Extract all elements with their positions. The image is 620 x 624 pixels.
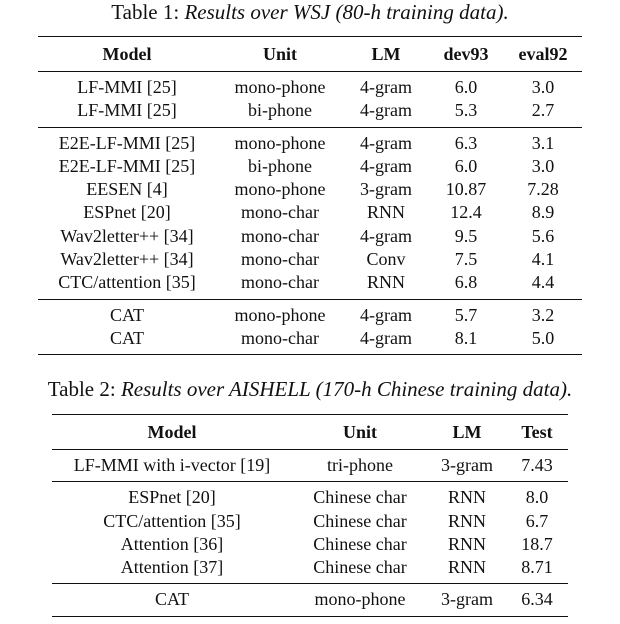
table1-cell: EESEN [4] xyxy=(86,179,168,200)
table2-row xyxy=(52,450,568,482)
table1-cell: 9.5 xyxy=(454,225,478,246)
table2-cell: 6.34 xyxy=(521,589,553,610)
table1-header: Unit xyxy=(262,44,297,64)
table1-cell: 4-gram xyxy=(360,225,412,246)
table2-row xyxy=(52,482,568,510)
table1-cell: LF-MMI [25] xyxy=(77,100,177,121)
table1-header: eval92 xyxy=(518,44,568,64)
table2 xyxy=(52,414,568,617)
table1-cell: 7.28 xyxy=(527,179,559,200)
table1-cell: 3.0 xyxy=(531,155,555,176)
table1-cell: Conv xyxy=(366,249,406,270)
table1-cell: 4-gram xyxy=(360,77,412,97)
table1-header: Model xyxy=(102,44,152,64)
table1-cell: 5.7 xyxy=(454,304,478,325)
table1-cell: 8.9 xyxy=(531,202,555,223)
table1-cell: 3.1 xyxy=(531,132,555,153)
table1-cell: 3-gram xyxy=(360,179,412,200)
table2-cell: 7.43 xyxy=(521,455,553,475)
table1-cell: 4.1 xyxy=(531,249,555,270)
table1-cell: mono-char xyxy=(241,272,319,293)
table1-header: dev93 xyxy=(443,44,489,64)
table1-cell: 8.1 xyxy=(454,327,478,348)
table1-cell: bi-phone xyxy=(248,100,312,121)
table2-cell: Attention [37] xyxy=(120,557,224,578)
table2-header-row xyxy=(52,415,568,450)
table2-cell: RNN xyxy=(447,557,486,578)
table2-header: Model xyxy=(147,422,197,442)
table2-cell: LF-MMI with i-vector [19] xyxy=(73,455,271,475)
table1-cell: 7.5 xyxy=(454,249,478,270)
table1-cell: 5.0 xyxy=(531,327,555,348)
table1-cell: mono-phone xyxy=(234,132,326,153)
table1-label: Table 1: xyxy=(111,0,180,24)
table1-cell: RNN xyxy=(366,272,405,293)
table1-cell: Wav2letter++ [34] xyxy=(60,249,194,270)
table1-cell: Wav2letter++ [34] xyxy=(60,225,194,246)
table1-cell: mono-phone xyxy=(234,77,326,97)
table1-cell: CAT xyxy=(109,327,144,348)
table1-header: LM xyxy=(371,44,401,64)
table1 xyxy=(38,36,582,355)
table2-header: Test xyxy=(521,422,553,442)
table1-cell: 4-gram xyxy=(360,132,412,153)
table2-caption xyxy=(0,377,620,401)
table2-cell: 8.0 xyxy=(525,487,549,508)
table2-cell: 8.71 xyxy=(521,557,553,578)
table1-cell: 3.0 xyxy=(531,77,555,97)
table2-cell: 3-gram xyxy=(441,589,493,610)
table1-cell: CTC/attention [35] xyxy=(58,272,196,293)
table2-cell: tri-phone xyxy=(327,455,393,475)
table2-label: Table 2: xyxy=(47,377,116,401)
table2-cell: RNN xyxy=(447,510,486,531)
table1-cell: E2E-LF-MMI [25] xyxy=(58,155,196,176)
table1-cell: CAT xyxy=(109,304,144,325)
table1-cell: mono-phone xyxy=(234,179,326,200)
table1-row xyxy=(38,225,582,248)
table2-cell: RNN xyxy=(447,487,486,508)
table2-cell: Chinese char xyxy=(313,557,407,578)
table2-row xyxy=(52,510,568,533)
table2-row xyxy=(52,584,568,616)
table1-row xyxy=(38,72,582,100)
table1-cell: LF-MMI [25] xyxy=(77,77,177,97)
table1-cell: 2.7 xyxy=(531,100,555,121)
table1-cell: 10.87 xyxy=(445,179,487,200)
table1-row xyxy=(38,178,582,201)
table2-cell: 6.7 xyxy=(525,510,549,531)
table1-cell: 5.3 xyxy=(454,100,478,121)
table1-cell: 3.2 xyxy=(531,304,555,325)
table2-row xyxy=(52,533,568,556)
table2-cell: mono-phone xyxy=(314,589,406,610)
table2-header: Unit xyxy=(342,422,377,442)
table1-row xyxy=(38,299,582,327)
table1-cell: 4-gram xyxy=(360,327,412,348)
table1-cell: 6.0 xyxy=(454,155,478,176)
table2-cell: RNN xyxy=(447,533,486,554)
table1-cell: 5.6 xyxy=(531,225,555,246)
table2-cell: 3-gram xyxy=(441,455,493,475)
table1-cell: mono-char xyxy=(241,327,319,348)
table1-cell: 4-gram xyxy=(360,155,412,176)
table1-row xyxy=(38,99,582,127)
table1-cell: 6.3 xyxy=(454,132,478,153)
table2-header: LM xyxy=(452,422,482,442)
table2-cell: CAT xyxy=(154,589,189,610)
table1-cell: 4.4 xyxy=(531,272,555,293)
table2-cell: Attention [36] xyxy=(120,533,224,554)
table2-cell: Chinese char xyxy=(313,487,407,508)
table1-header-row xyxy=(38,37,582,72)
table1-row xyxy=(38,201,582,224)
table1-row xyxy=(38,155,582,178)
table1-cell: 6.8 xyxy=(454,272,478,293)
table1-cell: ESPnet [20] xyxy=(83,202,171,223)
table2-row xyxy=(52,556,568,584)
table1-cell: 4-gram xyxy=(360,100,412,121)
table1-cell: mono-char xyxy=(241,249,319,270)
table1-cell: mono-char xyxy=(241,225,319,246)
table1-caption xyxy=(0,0,620,24)
table1-row xyxy=(38,248,582,271)
table2-cell: CTC/attention [35] xyxy=(103,510,241,531)
table1-cell: 12.4 xyxy=(450,202,482,223)
table1-cell: mono-char xyxy=(241,202,319,223)
table2-cell: ESPnet [20] xyxy=(128,487,216,508)
table1-cell: mono-phone xyxy=(234,304,326,325)
table1-cell: 4-gram xyxy=(360,304,412,325)
table1-row xyxy=(38,327,582,355)
table1-cell: RNN xyxy=(366,202,405,223)
table1-cell: E2E-LF-MMI [25] xyxy=(58,132,196,153)
table1-row xyxy=(38,271,582,299)
table1-row xyxy=(38,127,582,155)
table2-title: Results over AISHELL (170-h Chinese training data). xyxy=(120,377,573,401)
table1-cell: 6.0 xyxy=(454,77,478,97)
table1-cell: bi-phone xyxy=(248,155,312,176)
table2-cell: Chinese char xyxy=(313,533,407,554)
table2-cell: Chinese char xyxy=(313,510,407,531)
table2-cell: 18.7 xyxy=(521,533,553,554)
table1-title: Results over WSJ (80-h training data). xyxy=(184,0,509,24)
